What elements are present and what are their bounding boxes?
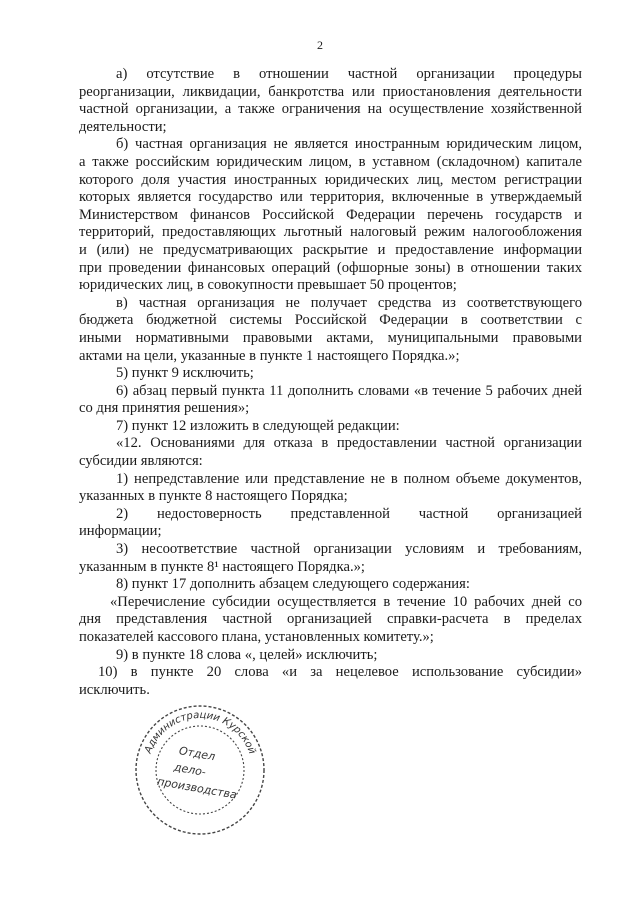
text-line: со дня принятия решения»;: [79, 400, 250, 417]
text-line: «Перечисление субсидии осуществляется в течение 10 рабочих дней со: [110, 593, 582, 610]
text-line: дня представления частной организацией справки-расчета в пределах: [79, 611, 582, 628]
text-line: а) отсутствие в отношении частной организации процедуры: [116, 66, 582, 82]
text-line: которого доля участия иностранных юридических лиц, местом регистрации: [79, 171, 582, 188]
text-line: указанным в пункте 8¹ настоящего Порядка.»;: [79, 558, 365, 575]
text-line: 5) пункт 9 исключить;: [116, 365, 254, 382]
stamp-line-3: производства: [156, 774, 238, 802]
text-line: актами на цели, указанные в пункте 1 настоящего Порядка.»;: [79, 347, 460, 364]
text-line: и (или) не предусматривающих раскрытие и предоставление информации: [79, 241, 582, 258]
text-line: реорганизации, ликвидации, банкротства или приостановления деятельности: [79, 83, 582, 100]
text-line: деятельности;: [79, 118, 167, 135]
text-line: субсидии являются:: [79, 453, 203, 470]
stamp-line-2: дело-: [173, 760, 207, 779]
text-line: 9) в пункте 18 слова «, целей» исключить;: [116, 646, 378, 663]
page-number: 2: [317, 38, 323, 52]
text-line: при проведении финансовых операций (офшорные зоны) в отношении таких: [79, 259, 582, 276]
office-stamp: [130, 700, 270, 840]
text-line: Министерством финансов Российской Федерации перечень государств и: [79, 206, 582, 223]
text-line: исключить.: [79, 681, 150, 698]
document-body: [79, 66, 582, 699]
text-line: иными нормативными правовыми актами, муниципальными правовыми: [79, 329, 582, 346]
text-line: указанных в пункте 8 настоящего Порядка;: [79, 488, 348, 505]
text-line: 2) недостоверность представленной частной организацией: [116, 505, 582, 522]
text-line: частной организации, а также ограничения на осуществление хозяйственной: [79, 101, 582, 118]
text-line: а также российским юридическим лицом, в уставном (складочном) капитале: [79, 153, 582, 170]
text-line: в) частная организация не получает средства из соответствующего: [116, 294, 582, 311]
text-line: юридических лиц, в совокупности превышает 50 процентов;: [79, 277, 457, 294]
text-line: б) частная организация не является иностранным юридическим лицом,: [116, 136, 582, 153]
text-line: «12. Основаниями для отказа в предоставлении частной организации: [116, 435, 582, 452]
text-line: бюджета бюджетной системы Российской Федерации в соответствии с: [79, 312, 582, 329]
text-line: территорий, предоставляющих льготный налоговый режим налогообложения: [79, 224, 582, 241]
stamp-line-1: Отдел: [177, 744, 217, 764]
text-line: 7) пункт 12 изложить в следующей редакции:: [116, 417, 400, 434]
text-line: которых является государство или территория, включенные в утверждаемый: [79, 189, 582, 206]
text-line: 6) абзац первый пункта 11 дополнить словами «в течение 5 рабочих дней: [116, 382, 582, 399]
text-line: 8) пункт 17 дополнить абзацем следующего содержания:: [116, 576, 470, 593]
text-line: 10) в пункте 20 слова «и за нецелевое использование субсидии»: [98, 664, 582, 681]
text-line: 3) несоответствие частной организации условиям и требованиям,: [116, 541, 582, 558]
text-line: показателей кассового плана, установленных комитету.»;: [79, 629, 434, 645]
text-line: 1) непредставление или представление не в полном объеме документов,: [116, 470, 582, 487]
stamp-ring-text: Администрации Курской: [143, 709, 258, 756]
text-line: информации;: [79, 523, 162, 540]
